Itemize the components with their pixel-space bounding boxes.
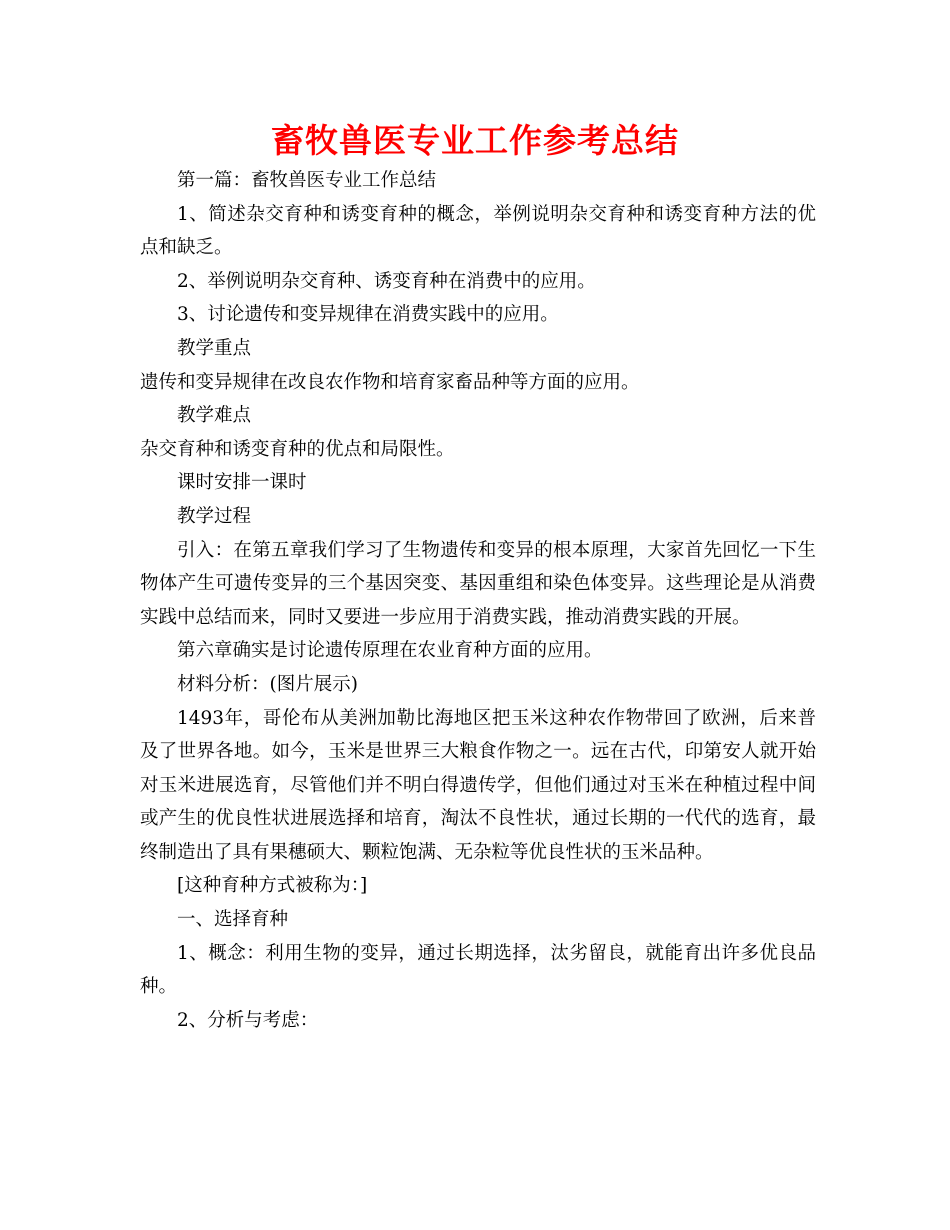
paragraph: 1493年，哥伦布从美洲加勒比海地区把玉米这种农作物带回了欧洲，后来普及了世界各地。如今，玉米是世界三大粮食作物之一。远在古代，印第安人就开始对玉米进展选育，尽管他们并不明白得遗传学，但他们通过对玉米在种植过程中间或产生的优良性状进展选择和培育，淘汰不良性状，通过长期的一代代的选育，最终制造出了具有果穗硕大、颗粒饱满、无杂粒等优良性状的玉米品种。 [140,707,816,863]
paragraph: 教学难点 [177,405,252,427]
paragraph: 遗传和变异规律在改良农作物和培育家畜品种等方面的应用。 [140,371,640,393]
paragraph: 3、讨论遗传和变异规律在消费实践中的应用。 [177,304,559,326]
document-title: 畜牧兽医专业工作参考总结 [271,121,679,160]
paragraph: 2、举例说明杂交育种、诱变育种在消费中的应用。 [177,270,596,292]
paragraph: 一、选择育种 [177,909,289,931]
paragraph: 教学过程 [177,505,252,527]
paragraph: 材料分析：(图片展示) [177,673,358,695]
paragraph: 杂交育种和诱变育种的优点和局限性。 [140,438,455,460]
paragraph: [这种育种方式被称为：] [177,875,368,897]
paragraph: 第六章确实是讨论遗传原理在农业育种方面的应用。 [177,640,603,662]
paragraph: 教学重点 [177,337,252,359]
paragraph: 课时安排一课时 [177,472,307,494]
paragraph: 2、分析与考虑： [177,1009,319,1031]
paragraph: 引入：在第五章我们学习了生物遗传和变异的根本原理，大家首先回忆一下生物体产生可遗传变异的三个基因突变、基因重组和染色体变异。这些理论是从消费实践中总结而来，同时又要进一步应用于消费实践，推动消费实践的开展。 [140,539,816,628]
document-body [140,164,816,1037]
paragraph: 1、简述杂交育种和诱变育种的概念，举例说明杂交育种和诱变育种方法的优点和缺乏。 [140,203,816,259]
paragraph: 第一篇：畜牧兽医专业工作总结 [177,170,437,191]
paragraph: 1、概念：利用生物的变异，通过长期选择，汰劣留良，就能育出许多优良品种。 [140,942,816,998]
